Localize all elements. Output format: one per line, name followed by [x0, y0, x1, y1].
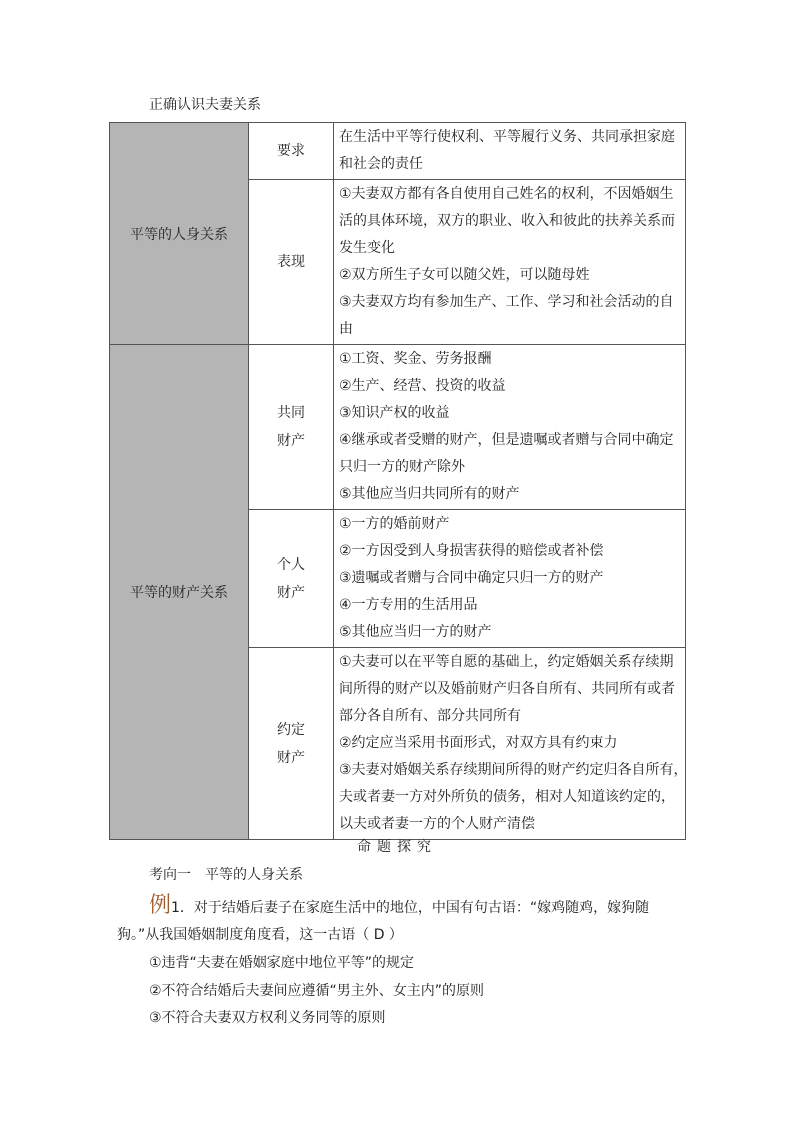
table-row — [110, 123, 686, 180]
text-line: 由 — [339, 321, 353, 337]
content-joint-property — [334, 345, 686, 510]
label-agreed-property — [249, 648, 334, 840]
text-line: ⑤其他应当归共同所有的财产 — [339, 486, 520, 502]
text-line: 部分各自所有、部分共同所有 — [339, 708, 521, 724]
text-line: ①夫妻可以在平等自愿的基础上，约定婚姻关系存续期 — [339, 654, 674, 670]
question-line: 1．对于结婚后妻子在家庭生活中的地位，中国有句古语：“嫁鸡随鸡，嫁狗随 — [171, 900, 650, 916]
text-line: ①一方的婚前财产 — [339, 516, 450, 532]
text-line: ②一方因受到人身损害获得的赔偿或者补偿 — [339, 543, 604, 559]
text-line: ②双方所生子女可以随父姓，可以随母姓 — [339, 267, 590, 283]
label-line: 约定 — [277, 721, 305, 738]
text-line: ②生产、经营、投资的收益 — [339, 378, 506, 394]
example-mark: 例 — [149, 893, 172, 918]
text-line: 只归一方的财产除外 — [339, 459, 465, 475]
text-line: ①工资、奖金、劳务报酬 — [339, 351, 492, 367]
table-row — [110, 345, 686, 510]
text-line: 以夫或者妻一方的个人财产清偿 — [339, 816, 535, 832]
category-property: 平等的财产关系 — [110, 345, 249, 840]
example-question — [149, 888, 649, 919]
label-line: 共同 — [277, 405, 305, 421]
label-line: 财产 — [277, 584, 305, 601]
text-line: 活的具体环境，双方的职业、收入和彼此的扶养关系而 — [339, 213, 675, 229]
text-line: ①夫妻双方都有各自使用自己姓名的权利，不因婚姻生 — [339, 186, 674, 202]
text-line: 和社会的责任 — [339, 156, 423, 172]
label-line: 财产 — [277, 749, 305, 766]
content-manifestation — [334, 180, 686, 345]
label-requirement: 要求 — [249, 123, 334, 180]
option-item: ②不符合结婚后夫妻间应遵循“男主外、女主内”的原则 — [149, 983, 485, 999]
page-heading: 正确认识夫妻关系 — [149, 97, 261, 113]
text-line: 夫或者妻一方对外所负的债务，相对人知道该约定的， — [339, 789, 675, 805]
text-line: ④一方专用的生活用品 — [339, 597, 478, 613]
text-line: ③遗嘱或者赠与合同中确定只归一方的财产 — [339, 570, 604, 586]
text-line: ⑤其他应当归一方的财产 — [339, 624, 492, 640]
content-individual-property — [334, 510, 686, 648]
content-agreed-property — [334, 648, 686, 840]
label-line: 个人 — [277, 556, 305, 573]
label-individual-property — [249, 510, 334, 648]
text-line: ③夫妻双方均有参加生产、工作、学习和社会活动的自 — [339, 294, 674, 310]
section-title: 命题探究 — [357, 839, 437, 855]
text-line: ③夫妻对婚姻关系存续期间所得的财产约定归各自所有， — [339, 762, 688, 778]
category-personal: 平等的人身关系 — [110, 123, 249, 345]
content-requirement — [334, 123, 686, 180]
text-line: ②约定应当采用书面形式，对双方具有约束力 — [339, 735, 618, 751]
text-line: ③知识产权的收益 — [339, 405, 450, 421]
text-line: 间所得的财产以及婚前财产归各自所有、共同所有或者 — [339, 681, 675, 697]
text-line: 在生活中平等行使权利、平等履行义务、共同承担家庭 — [339, 129, 675, 145]
label-line: 财产 — [277, 433, 305, 449]
label-joint-property — [249, 345, 334, 510]
marriage-relations-table — [109, 122, 686, 840]
option-item: ③不符合夫妻双方权利义务同等的原则 — [149, 1010, 386, 1026]
question-line: 狗。”从我国婚姻制度角度看，这一古语（ D ） — [117, 927, 403, 943]
option-item: ①违背“夫妻在婚姻家庭中地位平等”的规定 — [149, 955, 415, 971]
text-line: ④继承或者受赠的财产，但是遗嘱或者赠与合同中确定 — [339, 432, 674, 448]
label-manifestation: 表现 — [249, 180, 334, 345]
text-line: 发生变化 — [339, 240, 395, 256]
direction-heading: 考向一 平等的人身关系 — [149, 867, 303, 883]
